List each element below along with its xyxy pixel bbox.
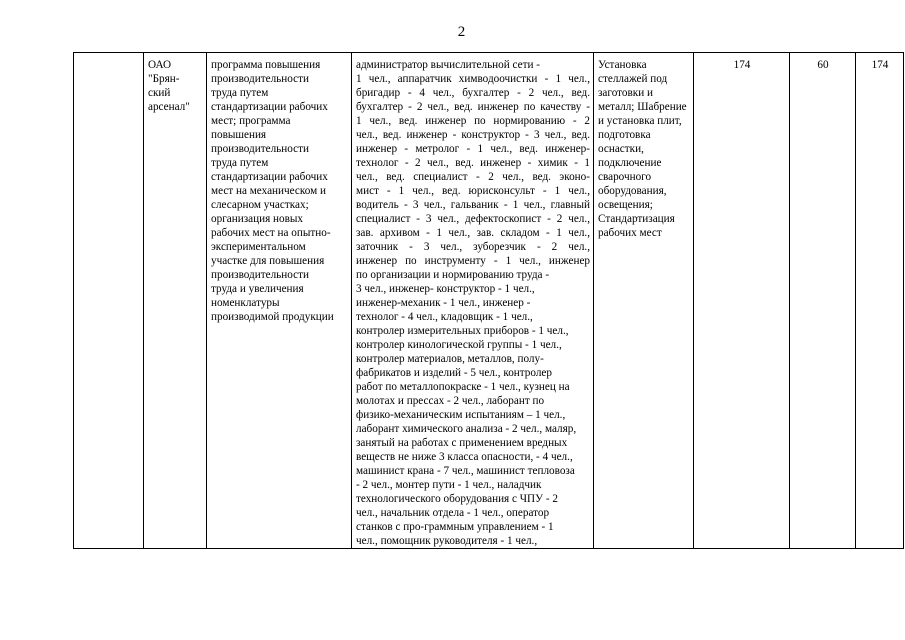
positions-line: фабрикатов и изделий - 5 чел., контролер bbox=[356, 367, 552, 379]
program-line: труда и увеличения bbox=[211, 283, 304, 295]
works-line: стеллажей под bbox=[598, 73, 668, 85]
works-line: оснастки, bbox=[598, 143, 644, 155]
works-line: Установка bbox=[598, 59, 647, 71]
positions-line: 1 чел., вед. инженер по нормированию - 2 bbox=[356, 115, 590, 127]
program-cell bbox=[207, 53, 352, 549]
value-cell-1: 174 bbox=[694, 53, 790, 549]
positions-line: технолог - 4 чел., кладовщик - 1 чел., bbox=[356, 311, 533, 323]
blank-cell bbox=[74, 53, 144, 549]
organization-cell bbox=[144, 53, 207, 549]
positions-line: контролер измерительных приборов - 1 чел., bbox=[356, 325, 569, 337]
program-line: стандартизации рабочих bbox=[211, 101, 328, 113]
works-line: освещения; bbox=[598, 199, 653, 211]
program-line: экспериментальном bbox=[211, 241, 306, 253]
works-line: сварочного bbox=[598, 171, 652, 183]
program-line: мест; программа bbox=[211, 115, 291, 127]
positions-line: по организации и нормированию труда - bbox=[356, 269, 550, 281]
positions-line: инженер - метролог - 1 чел., вед. инженер- bbox=[356, 143, 590, 155]
page-number: 2 bbox=[457, 24, 466, 40]
works-line: подготовка bbox=[598, 129, 651, 141]
program-line: слесарном участках; bbox=[211, 199, 309, 211]
positions-line: 1 чел., аппаратчик химводоочистки - 1 чел., bbox=[356, 73, 590, 85]
program-line: производительности bbox=[211, 269, 309, 281]
positions-line: чел., вед. инженер - конструктор - 3 чел., вед. bbox=[356, 129, 590, 141]
positions-line: бригадир - 4 чел., бухгалтер - 2 чел., вед. bbox=[356, 87, 590, 99]
program-line: рабочих мест на опытно- bbox=[211, 227, 331, 239]
program-line: номенклатуры bbox=[211, 297, 280, 309]
positions-line: чел., помощник руководителя - 1 чел., bbox=[356, 535, 538, 547]
program-line: участке для повышения bbox=[211, 255, 325, 267]
positions-cell bbox=[352, 53, 594, 549]
organization-line: ский bbox=[148, 87, 171, 99]
table-row bbox=[74, 53, 904, 549]
positions-line: физико-механическим испытаниям – 1 чел., bbox=[356, 409, 566, 421]
positions-line: 3 чел., инженер- конструктор - 1 чел., bbox=[356, 283, 535, 295]
positions-line: зав. архивом - 1 чел., зав. складом - 1 чел., bbox=[356, 227, 590, 239]
positions-line: водитель - 3 чел., гальваник - 1 чел., главный bbox=[356, 199, 590, 211]
program-line: производительности bbox=[211, 143, 309, 155]
positions-line: лаборант химического анализа - 2 чел., маляр, bbox=[356, 423, 577, 435]
positions-line: контролер кинологической группы - 1 чел., bbox=[356, 339, 562, 351]
works-line: и установка плит, bbox=[598, 115, 682, 127]
works-line: заготовки и bbox=[598, 87, 653, 99]
positions-line: заточник - 3 чел., зуборезчик - 2 чел., bbox=[356, 241, 590, 253]
works-line: металл; Шабрение bbox=[598, 101, 687, 113]
program-line: мест на механическом и bbox=[211, 185, 326, 197]
positions-line: мист - 1 чел., вед. юрисконсульт - 1 чел., bbox=[356, 185, 590, 197]
positions-line: специалист - 3 чел., дефектоскопист - 2 чел., bbox=[356, 213, 590, 225]
organization-line: арсенал" bbox=[148, 101, 190, 113]
positions-line: молотах и прессах - 2 чел., лаборант по bbox=[356, 395, 545, 407]
positions-line: администратор вычислительной сети - bbox=[356, 59, 541, 71]
program-line: программа повышения bbox=[211, 59, 321, 71]
works-cell bbox=[594, 53, 694, 549]
organization-line: "Брян- bbox=[148, 73, 180, 85]
works-line: подключение bbox=[598, 157, 662, 169]
positions-line: бухгалтер - 2 чел., вед. инженер по качеству - bbox=[356, 101, 590, 113]
works-line: Стандартизация bbox=[598, 213, 675, 225]
works-line: рабочих мест bbox=[598, 227, 662, 239]
program-line: стандартизации рабочих bbox=[211, 171, 328, 183]
positions-line: чел., вед. специалист - 2 чел., вед. эконо- bbox=[356, 171, 590, 183]
program-line: труда путем bbox=[211, 157, 269, 169]
organization-line: ОАО bbox=[148, 59, 172, 71]
positions-line: технологического оборудования с ЧПУ - 2 bbox=[356, 493, 558, 505]
positions-line: занятый на работах с применением вредных bbox=[356, 437, 568, 449]
program-line: повышения bbox=[211, 129, 267, 141]
value-cell-2: 60 bbox=[790, 53, 856, 549]
positions-line: инженер по инструменту - 1 чел., инженер bbox=[356, 255, 590, 267]
positions-line: - 2 чел., монтер пути - 1 чел., наладчик bbox=[356, 479, 542, 491]
positions-line: инженер-механик - 1 чел., инженер - bbox=[356, 297, 531, 309]
document-table bbox=[73, 52, 904, 549]
positions-line: машинист крана - 7 чел., машинист тепловоза bbox=[356, 465, 575, 477]
positions-line: технолог - 2 чел., вед. инженер - химик - 1 bbox=[356, 157, 590, 169]
works-line: оборудования, bbox=[598, 185, 667, 197]
positions-line: станков с про-граммным управлением - 1 bbox=[356, 521, 554, 533]
positions-line: контролер материалов, металлов, полу- bbox=[356, 353, 544, 365]
value-cell-3: 174 bbox=[856, 53, 904, 549]
program-line: производимой продукции bbox=[211, 311, 334, 323]
positions-line: работ по металлопокраске - 1 чел., кузнец на bbox=[356, 381, 570, 393]
program-line: производительности bbox=[211, 73, 309, 85]
program-line: организация новых bbox=[211, 213, 303, 225]
positions-line: веществ не ниже 3 класса опасности, - 4 чел., bbox=[356, 451, 573, 463]
program-line: труда путем bbox=[211, 87, 269, 99]
positions-line: чел., начальник отдела - 1 чел., оператор bbox=[356, 507, 550, 519]
